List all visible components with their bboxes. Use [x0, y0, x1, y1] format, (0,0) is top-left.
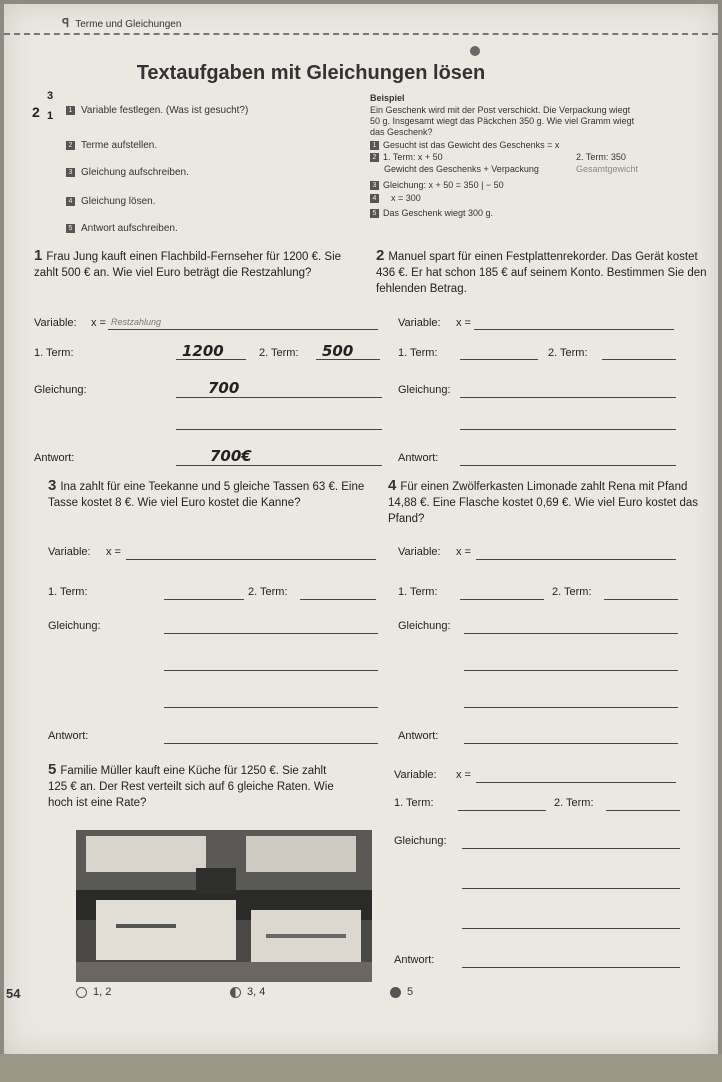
- task-2-term2-label: 2. Term:: [548, 347, 588, 359]
- task-1-answer-value: 700€: [210, 447, 252, 465]
- circle-half-icon: [230, 987, 241, 998]
- task-1-term2-field[interactable]: [316, 359, 380, 360]
- step-4: 4 Gleichung lösen.: [66, 196, 156, 207]
- task-5-equation-field-3[interactable]: [462, 928, 680, 929]
- level-main: 2: [32, 104, 40, 120]
- task-5-x-label: x =: [456, 769, 471, 781]
- task-1-term1-label: 1. Term:: [34, 347, 74, 359]
- task-1-variable-label: Variable:: [34, 317, 77, 329]
- task-2-x-label: x =: [456, 317, 471, 329]
- task-1-x-label: x =: [91, 317, 106, 329]
- task-4-equation-field-3[interactable]: [464, 707, 678, 708]
- level-top: 3: [47, 90, 54, 102]
- kitchen-image: [76, 830, 372, 982]
- task-4-term2-field[interactable]: [604, 599, 678, 600]
- chapter-mark-icon: ꟼ: [62, 16, 70, 30]
- task-5: 5 Familie Müller kauft eine Küche für 1250 €. Sie zahlt 125 € an. Der Rest verteilt sich auf 6 gleiche Raten. Wie hoch ist eine Rate?: [48, 761, 334, 809]
- task-1-variable-hint: Restzahlung: [111, 317, 162, 327]
- chapter-title: Terme und Gleichungen: [75, 19, 182, 30]
- task-2-variable-field[interactable]: [474, 329, 674, 330]
- task-2-term1-label: 1. Term:: [398, 347, 438, 359]
- footer-level-3: 5: [390, 986, 413, 998]
- task-5-equation-field-2[interactable]: [462, 888, 680, 889]
- task-2-equation-field-2[interactable]: [460, 429, 676, 430]
- task-5-term1-field[interactable]: [458, 810, 546, 811]
- task-4-variable-field[interactable]: [476, 559, 676, 560]
- task-5-term2-label: 2. Term:: [554, 797, 594, 809]
- task-1-equation-label: Gleichung:: [34, 384, 87, 396]
- task-3-answer-label: Antwort:: [48, 730, 89, 742]
- example-term-1-desc: Gewicht des Geschenks + Verpackung: [384, 164, 539, 174]
- footer-level-1: 1, 2: [76, 986, 111, 998]
- footer-level-2: 3, 4: [230, 986, 265, 998]
- task-5-variable-label: Variable:: [394, 769, 437, 781]
- step-2: 2 Terme aufstellen.: [66, 140, 157, 151]
- task-2: 2 Manuel spart für einen Festplattenrekorder. Das Gerät kostet 436 €. Er hat schon 185 € auf seinem Konto. Bestimmen Sie den fehlenden Betrag.: [376, 247, 707, 295]
- task-1-equation-answer: 700: [208, 379, 240, 397]
- task-3-term2-field[interactable]: [300, 599, 376, 600]
- task-4-answer-label: Antwort:: [398, 730, 439, 742]
- task-3-term1-field[interactable]: [164, 599, 244, 600]
- task-3-equation-field[interactable]: [164, 633, 378, 634]
- task-4-term1-label: 1. Term:: [398, 586, 438, 598]
- circle-empty-icon: [76, 987, 87, 998]
- task-5-variable-field[interactable]: [476, 782, 676, 783]
- task-4-equation-field-2[interactable]: [464, 670, 678, 671]
- chapter-header: [62, 16, 181, 30]
- difficulty-levels: [32, 90, 60, 136]
- speech-bubble-icon: [470, 46, 480, 56]
- example-step-2: 2 1. Term: x + 50: [370, 152, 443, 163]
- page-number: 54: [6, 986, 21, 1001]
- task-1-term1-answer: 1200: [182, 342, 224, 360]
- task-5-answer-field[interactable]: [462, 967, 680, 968]
- task-5-term1-label: 1. Term:: [394, 797, 434, 809]
- task-3: 3 Ina zahlt für eine Teekanne und 5 gleiche Tassen 63 €. Eine Tasse kostet 8 €. Wie viel Euro kostet die Kanne?: [48, 477, 365, 509]
- task-2-answer-field[interactable]: [460, 465, 676, 466]
- task-1-term2-label: 2. Term:: [259, 347, 299, 359]
- task-1-equation-field-2[interactable]: [176, 429, 382, 430]
- example-step-5: 5 Das Geschenk wiegt 300 g.: [370, 208, 493, 219]
- example-term-2-desc: Gesamtgewicht: [576, 164, 639, 174]
- task-2-equation-field[interactable]: [460, 397, 676, 398]
- task-5-equation-field[interactable]: [462, 848, 680, 849]
- step-3: 3 Gleichung aufschreiben.: [66, 167, 189, 178]
- task-4: 4 Für einen Zwölferkasten Limonade zahlt Rena mit Pfand 14,88 €. Eine Flasche kostet 0,69 €. Wie viel Euro kostet das Pfand?: [388, 477, 699, 525]
- task-3-answer-field[interactable]: [164, 743, 378, 744]
- task-2-equation-label: Gleichung:: [398, 384, 451, 396]
- example-step-4: 4 x = 300: [370, 193, 421, 204]
- task-3-equation-field-3[interactable]: [164, 707, 378, 708]
- task-4-equation-label: Gleichung:: [398, 620, 451, 632]
- task-5-term2-field[interactable]: [606, 810, 680, 811]
- example-heading: Beispiel: [370, 93, 405, 103]
- task-5-equation-label: Gleichung:: [394, 835, 447, 847]
- task-4-variable-label: Variable:: [398, 546, 441, 558]
- task-5-answer-label: Antwort:: [394, 954, 435, 966]
- task-4-term2-label: 2. Term:: [552, 586, 592, 598]
- task-4-answer-field[interactable]: [464, 743, 678, 744]
- task-3-term1-label: 1. Term:: [48, 586, 88, 598]
- circle-full-icon: [390, 987, 401, 998]
- task-1-variable-field[interactable]: [108, 329, 378, 330]
- step-5: 5 Antwort aufschreiben.: [66, 223, 178, 234]
- task-3-equation-label: Gleichung:: [48, 620, 101, 632]
- task-2-term2-field[interactable]: [602, 359, 676, 360]
- level-bottom: 1: [47, 110, 54, 122]
- example-step-3: 3 Gleichung: x + 50 = 350 | − 50: [370, 180, 504, 191]
- task-1-answer-label: Antwort:: [34, 452, 75, 464]
- task-2-variable-label: Variable:: [398, 317, 441, 329]
- task-3-variable-label: Variable:: [48, 546, 91, 558]
- example-step-1: 1 Gesucht ist das Gewicht des Geschenks = x: [370, 140, 559, 151]
- task-1-answer-field[interactable]: [176, 465, 382, 466]
- page-title: Textaufgaben mit Gleichungen lösen: [136, 62, 486, 84]
- task-2-answer-label: Antwort:: [398, 452, 439, 464]
- kitchen-photo: [76, 830, 372, 982]
- task-1-equation-field[interactable]: [176, 397, 382, 398]
- task-3-variable-field[interactable]: [126, 559, 376, 560]
- task-3-equation-field-2[interactable]: [164, 670, 378, 671]
- task-1: 1 Frau Jung kauft einen Flachbild-Fernseher für 1200 €. Sie zahlt 500 € an. Wie viel Euro beträgt die Restzahlung?: [34, 247, 342, 279]
- example-term-2: 2. Term: 350: [576, 152, 626, 162]
- task-3-x-label: x =: [106, 546, 121, 558]
- task-3-term2-label: 2. Term:: [248, 586, 288, 598]
- task-4-equation-field[interactable]: [464, 633, 678, 634]
- worksheet-page: [4, 4, 718, 1054]
- task-4-x-label: x =: [456, 546, 471, 558]
- example-intro: Ein Geschenk wird mit der Post verschickt. Die Verpackung wiegt 50 g. Insgesamt wiegt das Päckchen 350 g. Wie viel Gramm wiegt das Geschenk?: [370, 105, 635, 137]
- task-2-term1-field[interactable]: [460, 359, 538, 360]
- step-1: 1 Variable festlegen. (Was ist gesucht?): [66, 105, 248, 116]
- task-1-term2-answer: 500: [322, 342, 354, 360]
- task-4-term1-field[interactable]: [460, 599, 544, 600]
- background-strip: [0, 1054, 722, 1082]
- task-1-term1-field[interactable]: [176, 359, 246, 360]
- header-divider: [4, 33, 718, 35]
